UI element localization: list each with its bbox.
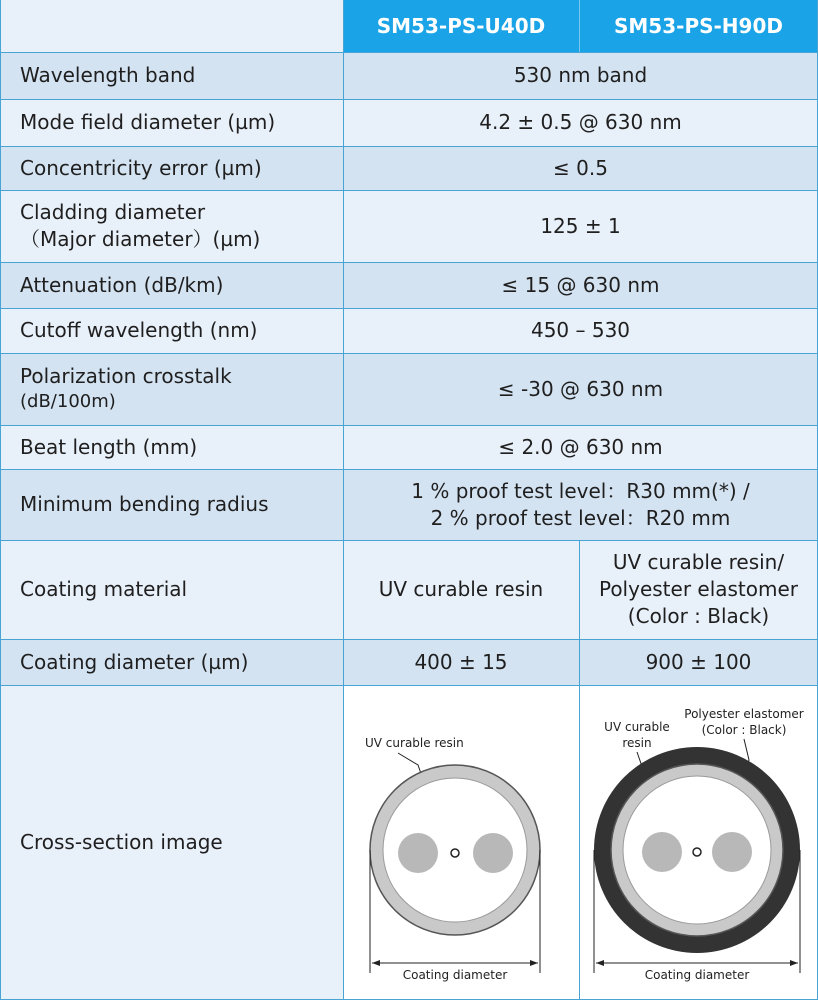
h90d-elastomer-label-line1: Polyester elastomer xyxy=(684,707,804,721)
u40d-stress-rod-right xyxy=(473,833,513,873)
grid-line xyxy=(0,540,818,541)
bending-value-line1: 1 % proof test level：R30 mm(*) / xyxy=(411,478,750,503)
row-value-coating-material-u40d: UV curable resin xyxy=(343,540,579,639)
row-label-beat: Beat length (mm) xyxy=(0,425,343,469)
coating-material-h90d-line2: Polyester elastomer xyxy=(598,577,799,601)
header-empty-cell xyxy=(0,0,343,52)
h90d-arrow-right xyxy=(790,960,798,966)
grid-line xyxy=(579,540,580,1000)
row-value-mfd: 4.2 ± 0.5 @ 630 nm xyxy=(343,99,818,146)
h90d-dimension-label: Coating diameter xyxy=(644,968,750,982)
grid-line xyxy=(0,469,818,470)
cross-section-diagram-u40d xyxy=(343,685,579,1000)
grid-line xyxy=(0,0,1,1000)
h90d-resin-label-line1: UV curable xyxy=(604,720,670,734)
row-label-cutoff: Cutoff wavelength (nm) xyxy=(0,308,343,353)
h90d-arrow-left xyxy=(596,960,604,966)
row-label-concentricity: Concentricity error (µm) xyxy=(0,146,343,190)
h90d-elastomer-label-line2: (Color : Black) xyxy=(701,723,787,737)
grid-line xyxy=(579,0,580,52)
row-value-wavelength: 530 nm band xyxy=(343,52,818,99)
row-label-crosstalk xyxy=(0,353,343,425)
grid-line xyxy=(0,425,818,426)
row-label-attenuation: Attenuation (dB/km) xyxy=(0,262,343,308)
grid-line xyxy=(0,262,818,263)
cladding-label-line1: Cladding diameter xyxy=(20,200,206,224)
row-value-coating-material-h90d xyxy=(579,540,818,639)
row-value-beat: ≤ 2.0 @ 630 nm xyxy=(343,425,818,469)
grid-line xyxy=(0,190,818,191)
h90d-core xyxy=(693,848,701,856)
grid-line xyxy=(0,52,818,53)
row-label-coating-diameter: Coating diameter (µm) xyxy=(0,639,343,685)
row-label-cross-section: Cross-section image xyxy=(0,685,343,1000)
coating-material-h90d-line3: (Color : Black) xyxy=(627,604,770,628)
row-value-cladding: 125 ± 1 xyxy=(343,190,818,262)
u40d-core xyxy=(451,849,459,857)
grid-line xyxy=(0,685,818,686)
grid-line xyxy=(0,353,818,354)
u40d-stress-rod-left xyxy=(398,833,438,873)
coating-material-h90d-line1: UV curable resin/ xyxy=(612,550,785,574)
row-label-mfd: Mode field diameter (µm) xyxy=(0,99,343,146)
h90d-stress-rod-right xyxy=(712,832,752,872)
u40d-resin-label: UV curable resin xyxy=(365,736,464,750)
row-label-bending: Minimum bending radius xyxy=(0,469,343,540)
grid-line xyxy=(0,308,818,309)
cladding-label-line2: （Major diameter）(µm) xyxy=(20,227,261,251)
grid-line xyxy=(0,146,818,147)
grid-line xyxy=(0,99,818,100)
u40d-dimension-label: Coating diameter xyxy=(402,968,508,982)
u40d-arrow-left xyxy=(372,960,380,966)
row-value-coating-diameter-h90d: 900 ± 100 xyxy=(579,639,818,685)
row-value-bending xyxy=(343,469,818,540)
crosstalk-label-line1: Polarization crosstalk xyxy=(20,364,232,389)
header-col-u40d: SM53-PS-U40D xyxy=(343,0,579,52)
cross-section-diagram-h90d xyxy=(579,685,818,1000)
grid-line xyxy=(0,639,818,640)
row-label-cladding xyxy=(0,190,343,262)
row-value-attenuation: ≤ 15 @ 630 nm xyxy=(343,262,818,308)
bending-value-line2: 2 % proof test level：R20 mm xyxy=(430,505,731,530)
grid-line xyxy=(343,0,344,1000)
row-value-coating-diameter-u40d: 400 ± 15 xyxy=(343,639,579,685)
row-label-coating-material: Coating material xyxy=(0,540,343,639)
row-value-crosstalk: ≤ -30 @ 630 nm xyxy=(343,353,818,425)
row-value-cutoff: 450 – 530 xyxy=(343,308,818,353)
h90d-resin-label-line2: resin xyxy=(622,736,652,750)
h90d-stress-rod-left xyxy=(642,832,682,872)
crosstalk-label-line2: (dB/100m) xyxy=(20,391,116,413)
u40d-arrow-right xyxy=(530,960,538,966)
row-value-concentricity: ≤ 0.5 xyxy=(343,146,818,190)
row-label-wavelength: Wavelength band xyxy=(0,52,343,99)
header-col-h90d: SM53-PS-H90D xyxy=(579,0,818,52)
